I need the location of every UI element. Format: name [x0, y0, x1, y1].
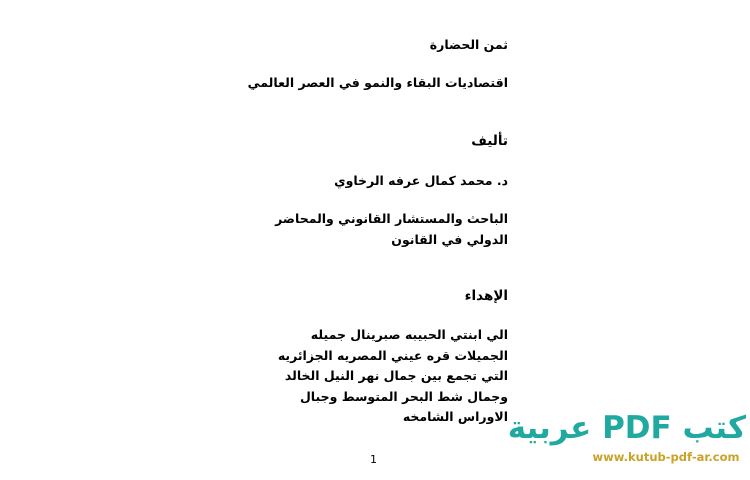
dedication-text: الي ابنتي الحبيبه صبرينال جميله الجميلات قره عيني المصريه الجزائريه التي تجمع بين جمال نهر النيل الخالد وجمال شط البحر المتوسط وجبال الاوراس الشامخه: [277, 327, 508, 424]
author-description: الباحث والمستشار القانوني والمحاضر الدولي في القانون: [275, 211, 508, 247]
watermark-logo: كتب PDF عربية: [507, 410, 746, 446]
watermark: [507, 408, 746, 464]
author-name: د. محمد كمال عرفه الرخاوي: [334, 173, 508, 188]
page-number: 1: [370, 453, 377, 466]
book-title: ثمن الحضارة: [429, 37, 508, 52]
author-heading: تأليف: [471, 133, 508, 149]
book-subtitle: اقتصاديات البقاء والنمو في العصر العالمي: [247, 75, 508, 90]
dedication-heading: الإهداء: [464, 288, 508, 304]
watermark-url: www.kutub-pdf-ar.com: [592, 450, 740, 464]
